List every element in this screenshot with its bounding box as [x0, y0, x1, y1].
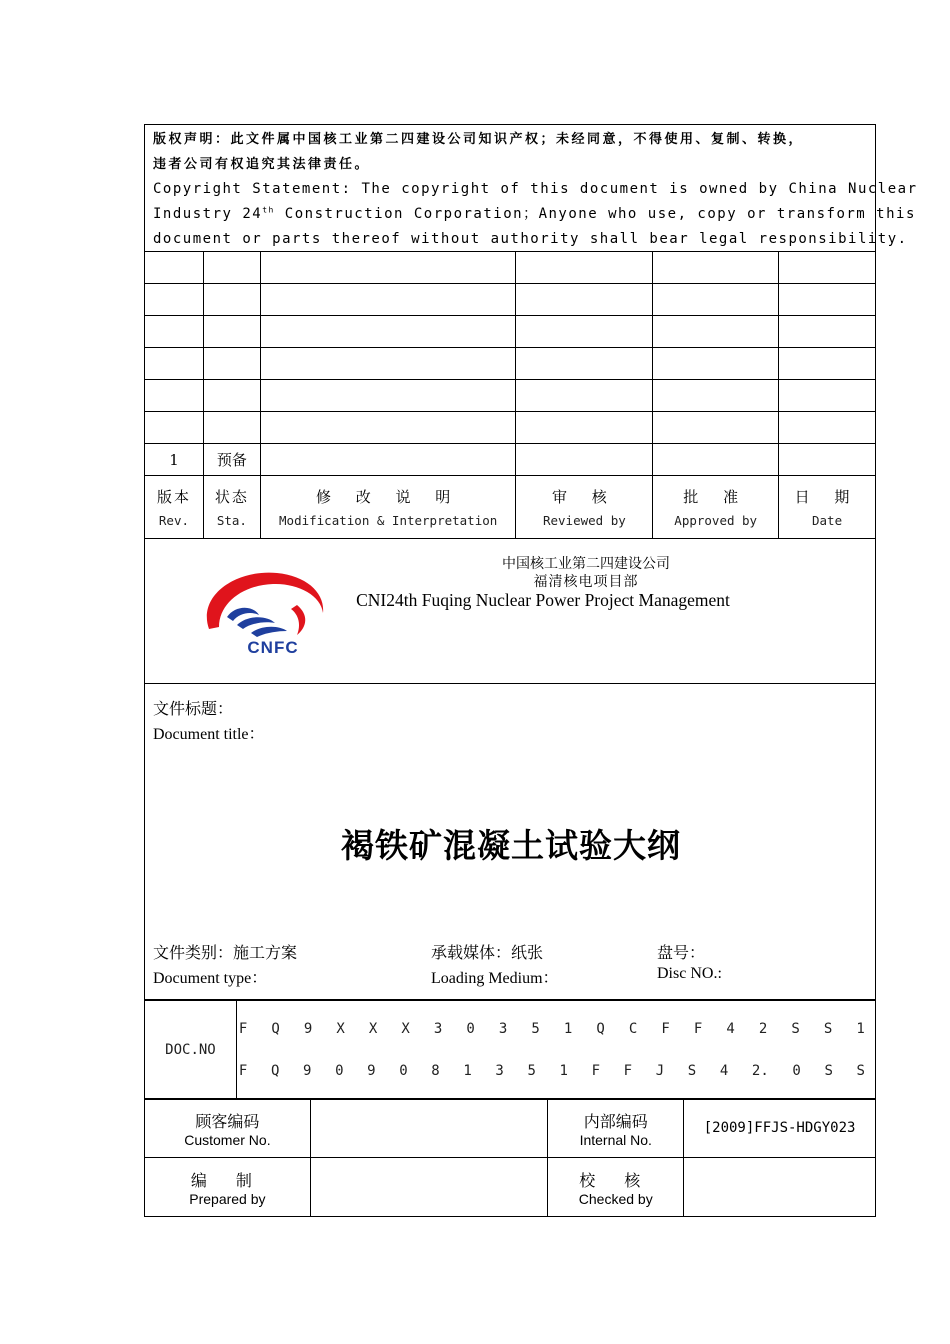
copyright-en-line2-sup: th — [262, 205, 275, 215]
reviewed-header-cn: 审 核 — [551, 487, 617, 506]
company-header — [144, 538, 876, 684]
revision-cell — [653, 444, 779, 476]
sta-header — [203, 476, 260, 542]
revision-cell — [516, 412, 653, 444]
revision-cell — [145, 380, 204, 412]
customer-no-cn: 顾客编码 — [195, 1111, 260, 1131]
revision-cell — [260, 412, 516, 444]
disc-cn: 盘号： — [657, 945, 706, 962]
copyright-cn-line2: 违者公司有权追究其法律责任。 — [153, 157, 371, 172]
customer-no-en: Customer No. — [184, 1131, 271, 1148]
copyright-en-line2-a: Industry 24 — [153, 206, 263, 222]
revision-row — [145, 316, 876, 348]
mod-header — [260, 476, 516, 542]
doc-no-char: X — [336, 1020, 345, 1037]
rev-header — [145, 476, 204, 542]
revision-cell — [260, 252, 516, 284]
doc-no-char: Q — [271, 1020, 280, 1037]
revision-cell — [203, 316, 260, 348]
revision-cell — [145, 316, 204, 348]
revision-cell — [653, 380, 779, 412]
doc-no-label: DOC.NO — [145, 1000, 237, 1100]
checked-by-cn: 校 核 — [579, 1170, 653, 1190]
doc-no-char: J — [655, 1062, 665, 1079]
internal-no-label — [548, 1099, 684, 1158]
copyright-cn-line1: 版权声明：此文件属中国核工业第二四建设公司知识产权；未经同意，不得使用、复制、转换， — [153, 132, 805, 147]
revision-header-row — [145, 476, 876, 542]
doc-no-char: F — [623, 1062, 633, 1079]
doc-no-char: 2. — [751, 1062, 769, 1079]
doc-type-cn: 文件类别：施工方案 — [153, 945, 298, 962]
doc-no-char: Q — [270, 1062, 280, 1079]
doc-no-char: 1 — [559, 1062, 568, 1079]
revision-cell — [203, 252, 260, 284]
doc-type-en: Document type： — [153, 970, 268, 987]
reviewed-header — [516, 476, 653, 542]
doc-no-char: X — [368, 1020, 378, 1037]
date-header — [779, 476, 876, 542]
revision-cell — [203, 348, 260, 380]
revision-cell — [779, 284, 876, 316]
checked-by-en: Checked by — [578, 1190, 653, 1207]
approved-header — [653, 476, 779, 542]
doc-no-char: 9 — [367, 1062, 376, 1079]
doc-no-char: 5 — [527, 1062, 536, 1079]
doc-no-char: 0 — [792, 1062, 801, 1079]
revision-cell — [516, 348, 653, 380]
revision-cell — [653, 412, 779, 444]
prepared-by-cn: 编 制 — [190, 1170, 264, 1190]
rev-header-en: Rev. — [158, 512, 190, 528]
revision-cell — [145, 348, 204, 380]
doc-no-row2 — [237, 1063, 875, 1079]
company-name-cn: 中国核工业第二四建设公司 — [502, 556, 670, 572]
doc-no-char: 3 — [498, 1020, 508, 1037]
approved-header-en: Approved by — [674, 512, 758, 528]
revision-cell — [653, 316, 779, 348]
sta-header-cn: 状态 — [214, 487, 249, 506]
sta-header-en: Sta. — [216, 512, 247, 528]
copyright-statement — [144, 124, 918, 252]
revision-cell — [779, 380, 876, 412]
revision-cell — [203, 412, 260, 444]
company-dept-cn: 福清核电项目部 — [533, 574, 639, 590]
copyright-en-line2 — [153, 202, 916, 227]
revision-cell — [653, 252, 779, 284]
doc-no-char: X — [401, 1020, 410, 1037]
checked-by-value — [684, 1158, 876, 1217]
revision-cell — [260, 380, 516, 412]
customer-no-label — [145, 1099, 311, 1158]
rev-header-cn: 版本 — [156, 487, 191, 506]
doc-no-char: F — [238, 1020, 248, 1037]
prepared-by-value — [310, 1158, 548, 1217]
customer-no-value — [310, 1099, 548, 1158]
doc-no-char: S — [824, 1062, 833, 1079]
revision-cell — [516, 252, 653, 284]
medium-en: Loading Medium： — [431, 970, 559, 987]
revision-cell — [145, 252, 204, 284]
revision-row — [145, 284, 876, 316]
internal-no-value: [2009]FFJS-HDGY023 — [684, 1099, 876, 1158]
doc-no-char: S — [791, 1020, 800, 1037]
doc-no-char: 3 — [433, 1020, 443, 1037]
doc-no-char: 1 — [856, 1020, 865, 1037]
doc-no-char: F — [591, 1062, 601, 1079]
revision-cell — [653, 284, 779, 316]
revision-cell — [260, 444, 516, 476]
doc-no-table — [144, 999, 876, 1100]
doc-no-char: 1 — [563, 1020, 573, 1037]
revision-cell — [653, 348, 779, 380]
revision-cell — [516, 380, 653, 412]
revision-cell — [145, 412, 204, 444]
disc-en: Disc NO.: — [657, 965, 722, 982]
doc-no-char: 0 — [399, 1062, 408, 1079]
doc-no-char: 9 — [303, 1062, 312, 1079]
copyright-en-line3: document or parts thereof without authority shall bear legal responsibility. — [153, 231, 908, 247]
doc-no-char: 0 — [335, 1062, 344, 1079]
doc-no-char: 5 — [531, 1020, 540, 1037]
title-label-cn: 文件标题： — [153, 701, 234, 718]
revision-row — [145, 252, 876, 284]
doc-no-char: 3 — [495, 1062, 504, 1079]
doc-no-char: 4 — [726, 1020, 735, 1037]
prepared-by-en: Prepared by — [189, 1190, 266, 1207]
doc-no-char: S — [823, 1020, 833, 1037]
revision-cell — [779, 348, 876, 380]
logo-text: CNFC — [247, 638, 299, 655]
revision-cell — [779, 316, 876, 348]
doc-no-char: F — [238, 1062, 248, 1079]
doc-no-row1 — [237, 1021, 875, 1037]
doc-no-char: 1 — [463, 1062, 472, 1079]
internal-no-cn: 内部编码 — [583, 1111, 648, 1131]
revision-row — [145, 412, 876, 444]
doc-no-char: F — [693, 1020, 703, 1037]
prepared-by-label — [145, 1158, 311, 1217]
revision-table — [144, 251, 876, 542]
doc-no-char: 2 — [758, 1020, 768, 1037]
company-name-en: CNI24th Fuqing Nuclear Power Project Management — [356, 590, 730, 610]
doc-no-codes — [236, 1000, 875, 1100]
doc-no-char: S — [687, 1062, 697, 1079]
doc-no-char: 0 — [466, 1020, 475, 1037]
revision-cell — [516, 444, 653, 476]
doc-no-char: F — [661, 1020, 670, 1037]
revision-cell — [516, 316, 653, 348]
doc-no-char: 4 — [719, 1062, 729, 1079]
revision-cell — [779, 412, 876, 444]
mod-header-cn: 修 改 说 明 — [316, 487, 461, 506]
revision-row — [145, 348, 876, 380]
internal-no-en: Internal No. — [579, 1131, 652, 1148]
revision-cell: 1 — [145, 444, 204, 476]
copyright-en-line1: Copyright Statement: The copyright of this document is owned by China Nuclear — [153, 181, 918, 197]
reviewed-header-en: Reviewed by — [542, 512, 626, 528]
doc-no-char: 8 — [431, 1062, 440, 1079]
doc-no-char: Q — [596, 1020, 605, 1037]
doc-no-char: C — [628, 1020, 638, 1037]
revision-cell — [260, 316, 516, 348]
doc-no-char: S — [856, 1062, 865, 1079]
document-title: 褐铁矿混凝土试验大纲 — [341, 829, 681, 865]
revision-row — [145, 380, 876, 412]
revision-cell — [260, 348, 516, 380]
revision-cell: 预备 — [203, 444, 260, 476]
revision-cell — [145, 284, 204, 316]
doc-no-char: 9 — [303, 1020, 313, 1037]
revision-cell — [203, 380, 260, 412]
date-header-en: Date — [812, 512, 843, 528]
signoff-table — [144, 1098, 876, 1217]
title-label-en: Document title： — [153, 726, 265, 743]
mod-header-en: Modification & Interpretation — [279, 512, 498, 528]
revision-cell — [779, 444, 876, 476]
revision-cell — [260, 284, 516, 316]
revision-cell — [203, 284, 260, 316]
medium-cn: 承载媒体：纸张 — [431, 945, 544, 962]
document-title-section — [144, 683, 876, 1001]
copyright-en-line2-b: Construction Corporation；Anyone who use, copy or transform this — [274, 206, 916, 222]
revision-cell — [516, 284, 653, 316]
date-header-cn: 日 期 — [794, 487, 860, 506]
revision-cell — [779, 252, 876, 284]
revision-row — [145, 444, 876, 476]
approved-header-cn: 批 准 — [683, 487, 749, 506]
checked-by-label — [548, 1158, 684, 1217]
